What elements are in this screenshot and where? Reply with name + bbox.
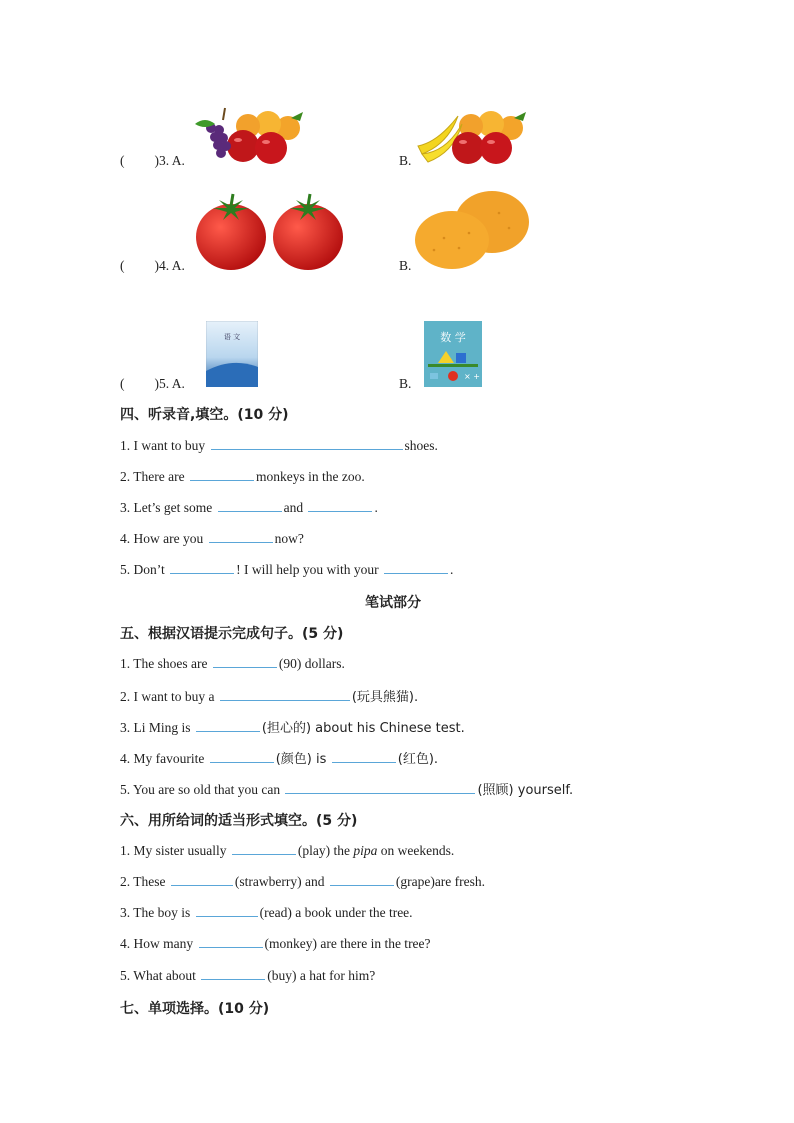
question-5-label: ( )5. A. — [120, 376, 185, 391]
section-6-title: 六、用所给词的适当形式填空。(5 分) — [120, 813, 358, 829]
fruits-grapes-apples-image — [193, 106, 308, 166]
answer-blank[interactable] — [218, 499, 282, 512]
section-6-q3: 3. The boy is (read) a book under the tree. — [120, 905, 413, 920]
chinese-book-image — [206, 321, 258, 387]
answer-blank[interactable] — [285, 781, 475, 794]
section-6-q5: 5. What about (buy) a hat for him? — [120, 968, 376, 983]
section-4-title: 四、听录音,填空。(10 分) — [120, 407, 289, 423]
question-3-option-b-label: B. — [399, 153, 412, 168]
answer-blank[interactable] — [213, 655, 277, 668]
section-4-q3: 3. Let’s get some and . — [120, 500, 378, 515]
section-6-q2: 2. These (strawberry) and (grape)are fresh. — [120, 874, 486, 889]
math-book-image — [424, 321, 482, 387]
svg-text:× +: × + — [464, 372, 480, 381]
answer-blank[interactable] — [196, 904, 258, 917]
answer-blank[interactable] — [196, 719, 260, 732]
answer-blank[interactable] — [332, 750, 396, 763]
section-6-q1: 1. My sister usually (play) the pipa on weekends. — [120, 843, 455, 858]
answer-blank[interactable] — [232, 842, 296, 855]
answer-blank[interactable] — [308, 499, 372, 512]
section-4-q1: 1. I want to buy shoes. — [120, 438, 438, 453]
answer-blank[interactable] — [384, 561, 448, 574]
section-5-q5: 5. You are so old that you can (照顾) yourself. — [120, 782, 574, 798]
section-5-q3: 3. Li Ming is (担心的) about his Chinese test. — [120, 720, 465, 736]
section-7-title: 七、单项选择。(10 分) — [120, 1001, 270, 1017]
answer-blank[interactable] — [201, 967, 265, 980]
answer-blank[interactable] — [170, 561, 234, 574]
answer-blank[interactable] — [199, 935, 263, 948]
potatoes-image — [414, 188, 532, 272]
section-4-q5: 5. Don’t ! I will help you with your . — [120, 562, 454, 577]
section-4-q2: 2. There are monkeys in the zoo. — [120, 469, 365, 484]
answer-blank[interactable] — [209, 530, 273, 543]
fruits-bananas-apples-image — [416, 106, 531, 166]
question-4-label: ( )4. A. — [120, 258, 185, 273]
section-4-q4: 4. How are you now? — [120, 531, 304, 546]
section-5-q1: 1. The shoes are (90) dollars. — [120, 656, 345, 671]
section-6-q4: 4. How many (monkey) are there in the tree? — [120, 936, 431, 951]
answer-blank[interactable] — [190, 468, 254, 481]
question-3-label: ( )3. A. — [120, 153, 185, 168]
written-part-title: 笔试部分 — [365, 595, 421, 611]
question-5-option-b-label: B. — [399, 376, 412, 391]
answer-blank[interactable] — [210, 750, 274, 763]
question-4-option-b-label: B. — [399, 258, 412, 273]
chinese-book-title: 语 文 — [223, 333, 241, 341]
answer-blank[interactable] — [171, 873, 233, 886]
math-book-title: 数 学 — [440, 331, 466, 344]
tomatoes-image — [193, 192, 345, 272]
section-5-q4: 4. My favourite (颜色) is (红色). — [120, 751, 439, 767]
answer-blank[interactable] — [330, 873, 394, 886]
answer-blank[interactable] — [220, 688, 350, 701]
section-5-q2: 2. I want to buy a (玩具熊猫). — [120, 689, 419, 705]
section-5-title: 五、根据汉语提示完成句子。(5 分) — [120, 626, 344, 642]
answer-blank[interactable] — [211, 437, 403, 450]
